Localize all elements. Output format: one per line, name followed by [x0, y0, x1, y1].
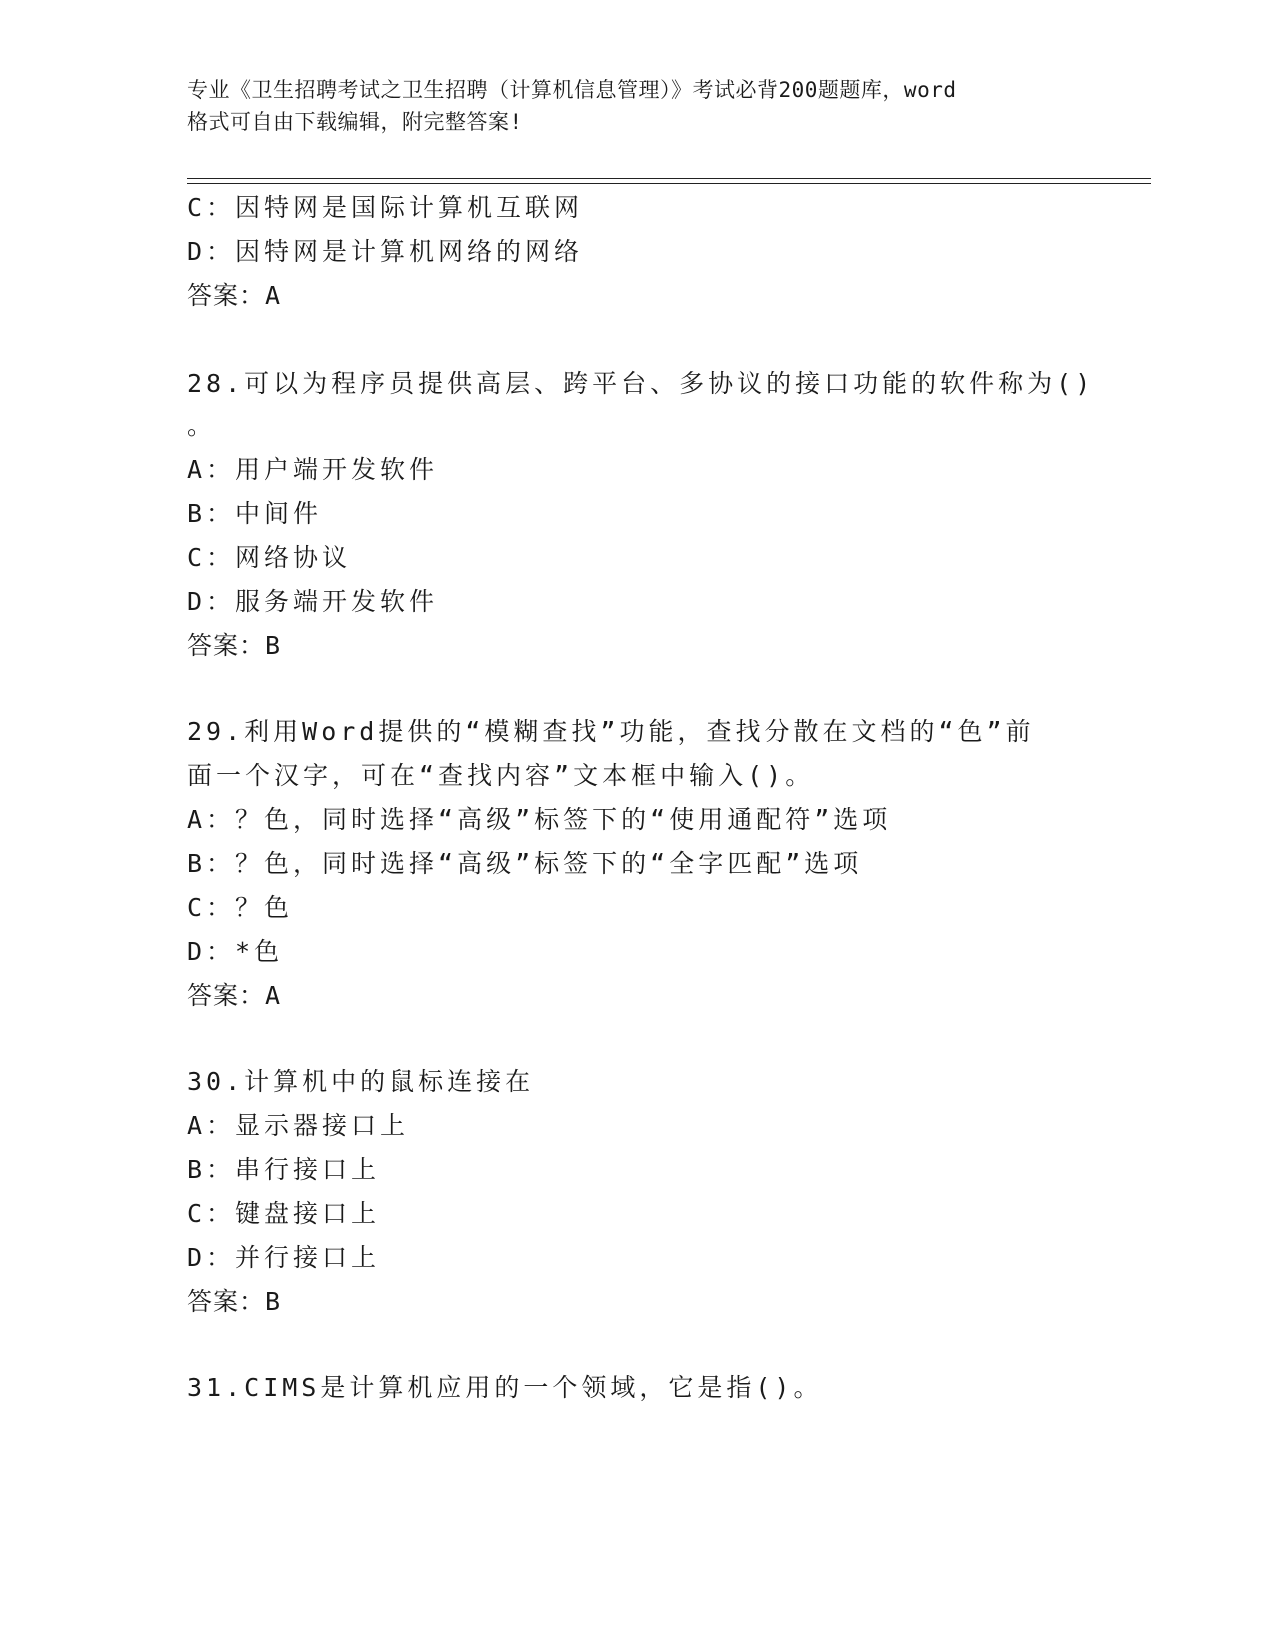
q27-answer: 答案：A [187, 281, 282, 310]
q28-answer: 答案：B [187, 631, 282, 660]
q28-option-b: B：中间件 [187, 499, 323, 528]
q29-answer: 答案：A [187, 981, 282, 1010]
q29-option-a: A：？色，同时选择“高级”标签下的“使用通配符”选项 [187, 805, 892, 834]
q28-stem-line-2: 。 [187, 411, 217, 440]
q30-option-b: B：串行接口上 [187, 1155, 381, 1184]
q30-option-d: D：并行接口上 [187, 1243, 381, 1272]
q28-stem-line-1: 28.可以为程序员提供高层、跨平台、多协议的接口功能的软件称为() [187, 369, 1095, 398]
q28-option-a: A：用户端开发软件 [187, 455, 439, 484]
document-header [187, 74, 1087, 138]
header-divider-top [187, 178, 1151, 179]
header-line-1: 专业《卫生招聘考试之卫生招聘（计算机信息管理）》考试必背200题题库，word [187, 78, 957, 102]
header-line-2: 格式可自由下载编辑，附完整答案! [187, 110, 523, 134]
q29-option-d: D：*色 [187, 937, 284, 966]
q31-stem: 31.CIMS是计算机应用的一个领域，它是指()。 [187, 1373, 823, 1402]
q27-option-d: D：因特网是计算机网络的网络 [187, 237, 584, 266]
q28-option-d: D：服务端开发软件 [187, 587, 439, 616]
q29-stem-line-1: 29.利用Word提供的“模糊查找”功能，查找分散在文档的“色”前 [187, 717, 1035, 746]
q30-stem: 30.计算机中的鼠标连接在 [187, 1067, 535, 1096]
q30-option-a: A：显示器接口上 [187, 1111, 410, 1140]
q29-option-b: B：？色，同时选择“高级”标签下的“全字匹配”选项 [187, 849, 863, 878]
q30-answer: 答案：B [187, 1287, 282, 1316]
q30-option-c: C：键盘接口上 [187, 1199, 381, 1228]
q28-option-c: C：网络协议 [187, 543, 352, 572]
q27-option-c: C：因特网是国际计算机互联网 [187, 193, 584, 222]
q29-stem-line-2: 面一个汉字，可在“查找内容”文本框中输入()。 [187, 761, 815, 790]
header-divider-bottom [187, 183, 1151, 184]
q29-option-c: C：？色 [187, 893, 294, 922]
